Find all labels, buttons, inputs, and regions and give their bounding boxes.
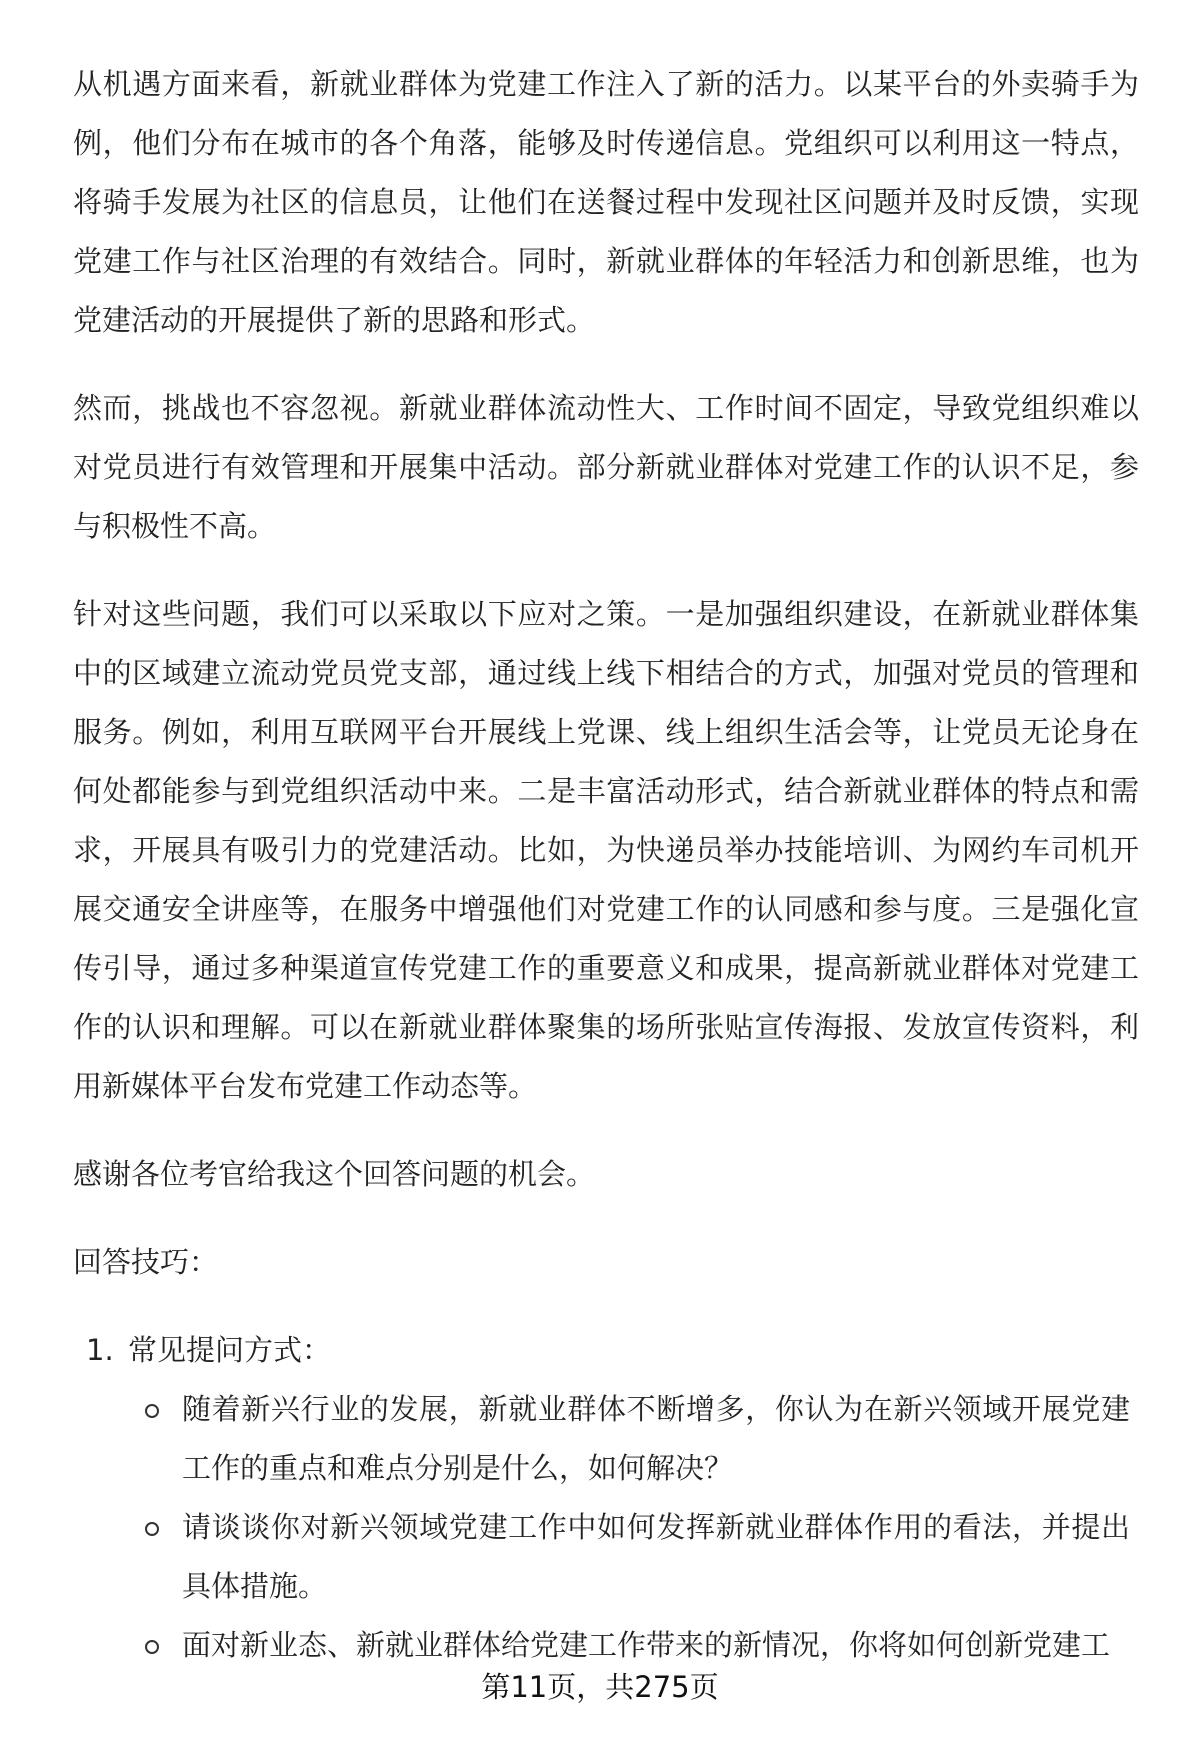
circle-bullet-icon	[145, 1522, 159, 1536]
bullet-list	[127, 1380, 1139, 1675]
page-number: 第11页，共275页	[481, 1670, 719, 1704]
text-line: 随着新兴行业的发展，新就业群体不断增多，你认为在新兴领域开展党建	[182, 1392, 1130, 1426]
text-line: 用新媒体平台发布党建工作动态等。	[73, 1069, 538, 1103]
bullet-item	[127, 1498, 1130, 1616]
text-line: 对党员进行有效管理和开展集中活动。部分新就业群体对党建工作的认识不足，参	[73, 450, 1139, 484]
paragraph	[73, 585, 1139, 1116]
text-line: 与积极性不高。	[73, 509, 277, 543]
text-line: 将骑手发展为社区的信息员，让他们在送餐过程中发现社区问题并及时反馈，实现	[73, 185, 1139, 219]
document-body	[73, 55, 1139, 1675]
paragraph	[73, 1233, 1139, 1292]
text-line: 面对新业态、新就业群体给党建工作带来的新情况，你将如何创新党建工	[182, 1628, 1111, 1662]
text-line: 工作的重点和难点分别是什么，如何解决？	[182, 1451, 734, 1485]
paragraph	[73, 55, 1139, 350]
text-line: 具体措施。	[182, 1569, 328, 1603]
text-line: 求，开展具有吸引力的党建活动。比如，为快递员举办技能培训、为网约车司机开	[73, 833, 1139, 867]
list-title: 常见提问方式：	[128, 1333, 332, 1367]
list-item	[73, 1321, 1139, 1380]
bullet-item	[127, 1380, 1130, 1498]
text-line: 感谢各位考官给我这个回答问题的机会。	[73, 1157, 596, 1191]
ordered-list	[73, 1321, 1139, 1675]
text-line: 党建工作与社区治理的有效结合。同时，新就业群体的年轻活力和创新思维，也为	[73, 244, 1139, 278]
paragraph	[73, 379, 1139, 556]
text-line: 然而，挑战也不容忽视。新就业群体流动性大、工作时间不固定，导致党组织难以	[73, 391, 1139, 425]
list-number: 1.	[86, 1333, 114, 1367]
text-line: 传引导，通过多种渠道宣传党建工作的重要意义和成果，提高新就业群体对党建工	[73, 951, 1139, 985]
text-line: 回答技巧：	[73, 1245, 219, 1279]
text-line: 展交通安全讲座等，在服务中增强他们对党建工作的认同感和参与度。三是强化宣	[73, 892, 1139, 926]
text-line: 请谈谈你对新兴领域党建工作中如何发挥新就业群体作用的看法，并提出	[182, 1510, 1130, 1544]
text-line: 从机遇方面来看，新就业群体为党建工作注入了新的活力。以某平台的外卖骑手为	[73, 67, 1139, 101]
circle-bullet-icon	[145, 1404, 159, 1418]
text-line: 针对这些问题，我们可以采取以下应对之策。一是加强组织建设，在新就业群体集	[73, 597, 1139, 631]
text-line: 中的区域建立流动党员党支部，通过线上线下相结合的方式，加强对党员的管理和	[73, 656, 1139, 690]
text-line: 例，他们分布在城市的各个角落，能够及时传递信息。党组织可以利用这一特点，	[73, 126, 1139, 160]
text-line: 党建活动的开展提供了新的思路和形式。	[73, 303, 596, 337]
paragraph	[73, 1145, 1139, 1204]
text-line: 服务。例如，利用互联网平台开展线上党课、线上组织生活会等，让党员无论身在	[73, 715, 1139, 749]
circle-bullet-icon	[145, 1640, 159, 1654]
text-line: 何处都能参与到党组织活动中来。二是丰富活动形式，结合新就业群体的特点和需	[73, 774, 1139, 808]
text-line: 作的认识和理解。可以在新就业群体聚集的场所张贴宣传海报、发放宣传资料，利	[73, 1010, 1139, 1044]
bullet-item	[127, 1616, 1130, 1675]
